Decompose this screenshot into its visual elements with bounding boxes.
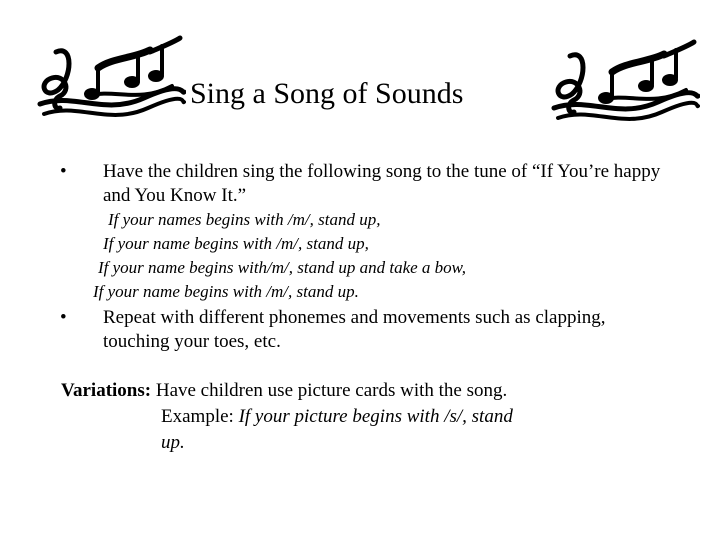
bullet-text: Have the children sing the following song to the tune of “If You’re happy and You Know It.” bbox=[103, 161, 661, 206]
variations-label: Variations: bbox=[61, 380, 152, 401]
example-label: Example: bbox=[161, 406, 239, 427]
lyric-line: If your name begins with /m/, stand up. bbox=[93, 282, 359, 301]
variations-line bbox=[61, 378, 507, 403]
example-sentence: If your picture begins with /s/, stand up. bbox=[161, 406, 513, 453]
music-notes-icon bbox=[548, 38, 700, 128]
bullet-marker: • bbox=[60, 161, 67, 182]
lyric-line: If your names begins with /m/, stand up, bbox=[108, 210, 381, 229]
variations-text: Have children use picture cards with the song. bbox=[151, 380, 508, 401]
lyric-line: If your name begins with /m/, stand up, bbox=[103, 234, 369, 253]
bullet-text: Repeat with different phonemes and movements such as clapping, touching your toes, etc. bbox=[103, 307, 606, 352]
page-title: Sing a Song of Sounds bbox=[190, 77, 464, 110]
lyric-line: If your name begins with/m/, stand up and take a bow, bbox=[98, 258, 466, 277]
music-notes-icon bbox=[34, 34, 186, 124]
bullet-marker: • bbox=[60, 307, 67, 328]
example-text bbox=[161, 404, 521, 456]
